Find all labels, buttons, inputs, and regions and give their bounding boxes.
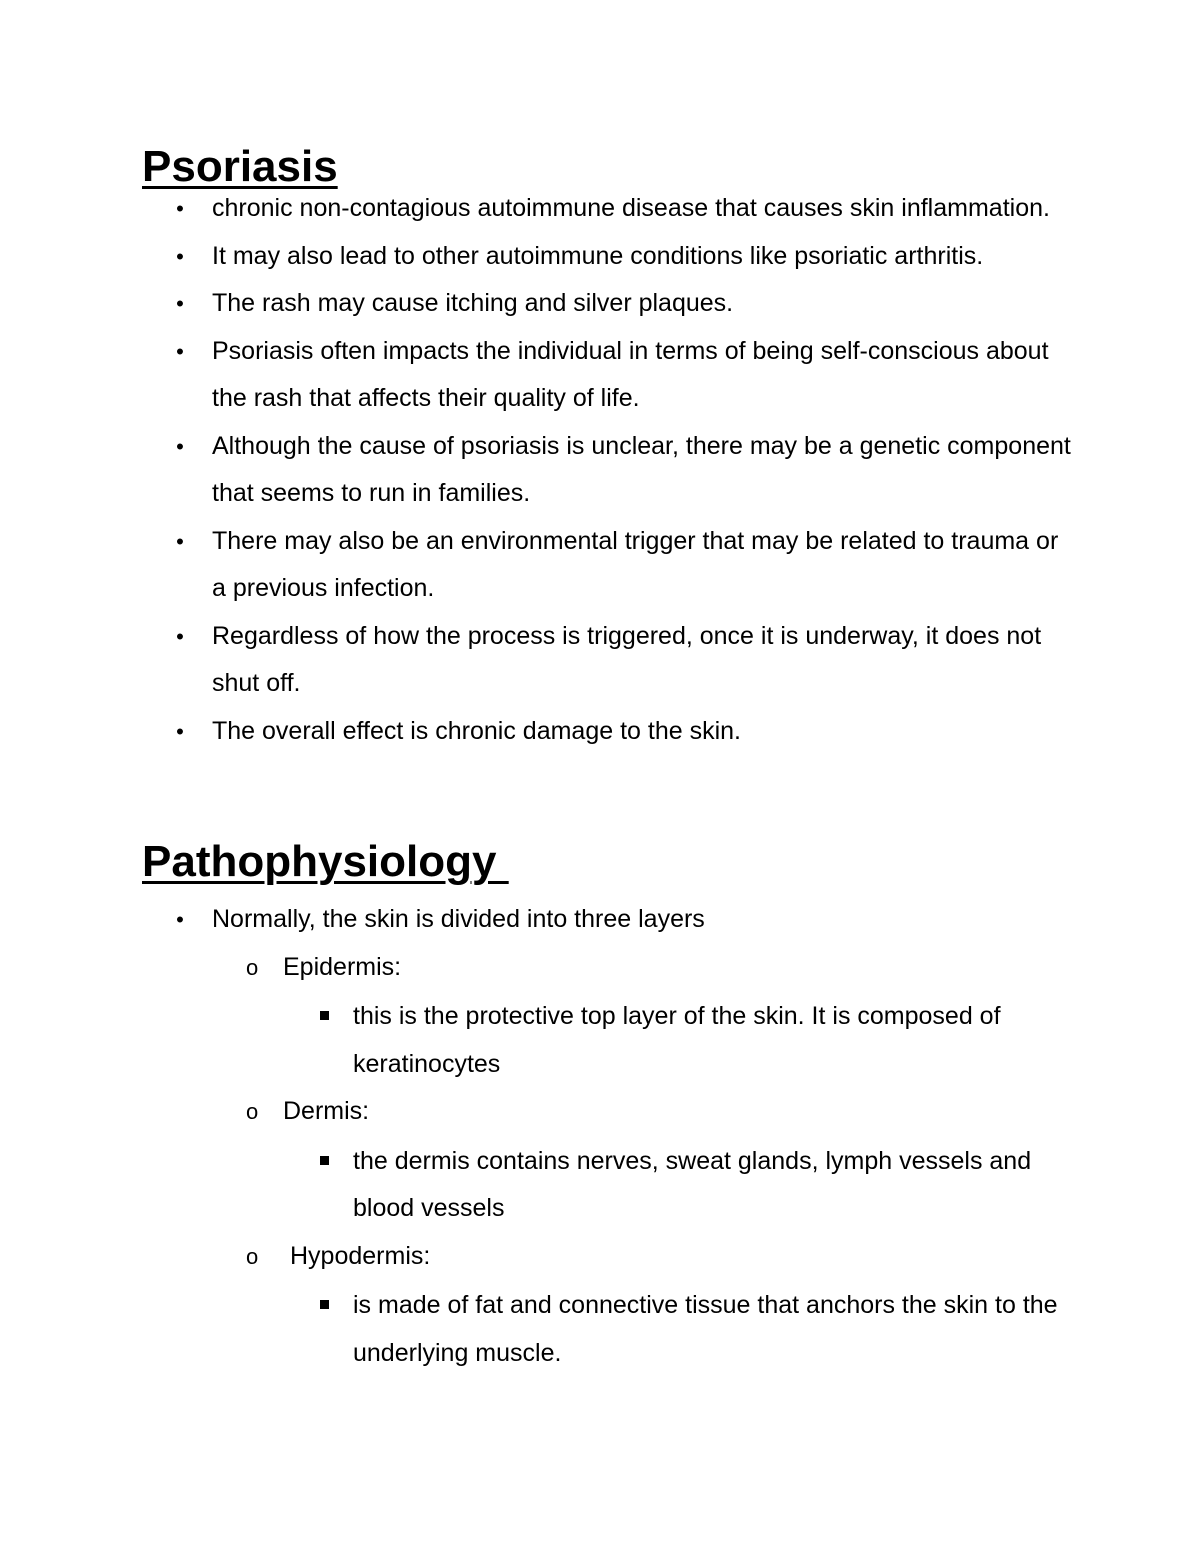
layer-detail-text: the dermis contains nerves, sweat glands, lymph vessels and blood vessels [353,1146,1032,1222]
list-item [0,423,1072,518]
layer-name: Hypodermis: [290,1241,431,1270]
bullet-marker: • [176,528,184,554]
list-item-text: chronic non-contagious autoimmune disease that causes skin inflammation. [212,194,1050,222]
list-item [0,518,1072,613]
list-item [0,708,1072,756]
list-item-text: Psoriasis often impacts the individual in terms of being self-conscious about the rash that affects their quality of life. [212,336,1049,412]
psoriasis-bullet-list [0,185,1200,755]
list-item [0,896,1072,944]
section-heading-pathophysiology: Pathophysiology [142,837,509,886]
layer-name: Epidermis: [283,952,402,981]
list-item-text: The rash may cause itching and silver plaques. [212,289,734,317]
section-heading-psoriasis: Psoriasis [142,142,338,191]
bullet-marker: • [176,291,184,316]
square-bullet-marker [320,1156,329,1165]
list-item [0,185,1072,233]
pathophysiology-bullet-list [0,896,1200,1377]
bullet-marker: • [176,623,184,649]
bullet-marker: • [176,907,184,932]
square-bullet-marker [320,1300,329,1309]
sub-bullet-marker: o [246,1243,259,1269]
sub-bullet-marker: o [246,954,259,980]
layer-item-hypodermis [0,1233,1083,1281]
sub-bullet-marker: o [246,1099,259,1124]
bullet-marker: • [176,243,184,269]
layer-detail-text: is made of fat and connective tissue that anchors the skin to the underlying muscle. [353,1291,1058,1367]
layer-item-dermis [0,1088,1083,1136]
list-item-text: The overall effect is chronic damage to the skin. [212,716,741,745]
list-item-text: Although the cause of psoriasis is unclear, there may be a genetic component that seems to run in families. [212,431,1071,507]
list-item-text: Regardless of how the process is triggered, once it is underway, it does not shut off. [212,621,1042,697]
layer-detail-epidermis [0,993,1063,1088]
layer-item-epidermis [0,944,1083,992]
layer-detail-hypodermis [0,1282,1063,1377]
list-item-text: There may also be an environmental trigger that may be related to trauma or a previous infection. [212,526,1059,602]
bullet-marker: • [176,718,184,744]
square-bullet-marker [320,1011,329,1020]
list-item [0,328,1072,423]
list-item-text: Normally, the skin is divided into three layers [212,905,705,933]
list-item [0,280,1072,328]
layer-detail-dermis [0,1138,1063,1233]
bullet-marker: • [176,433,184,459]
bullet-marker: • [176,338,184,364]
layer-detail-text: this is the protective top layer of the skin. It is composed of keratinocytes [353,1002,1001,1078]
list-item [0,233,1072,281]
bullet-marker: • [176,196,184,221]
layer-name: Dermis: [283,1097,370,1125]
list-item [0,613,1072,708]
list-item-text: It may also lead to other autoimmune conditions like psoriatic arthritis. [212,241,984,270]
